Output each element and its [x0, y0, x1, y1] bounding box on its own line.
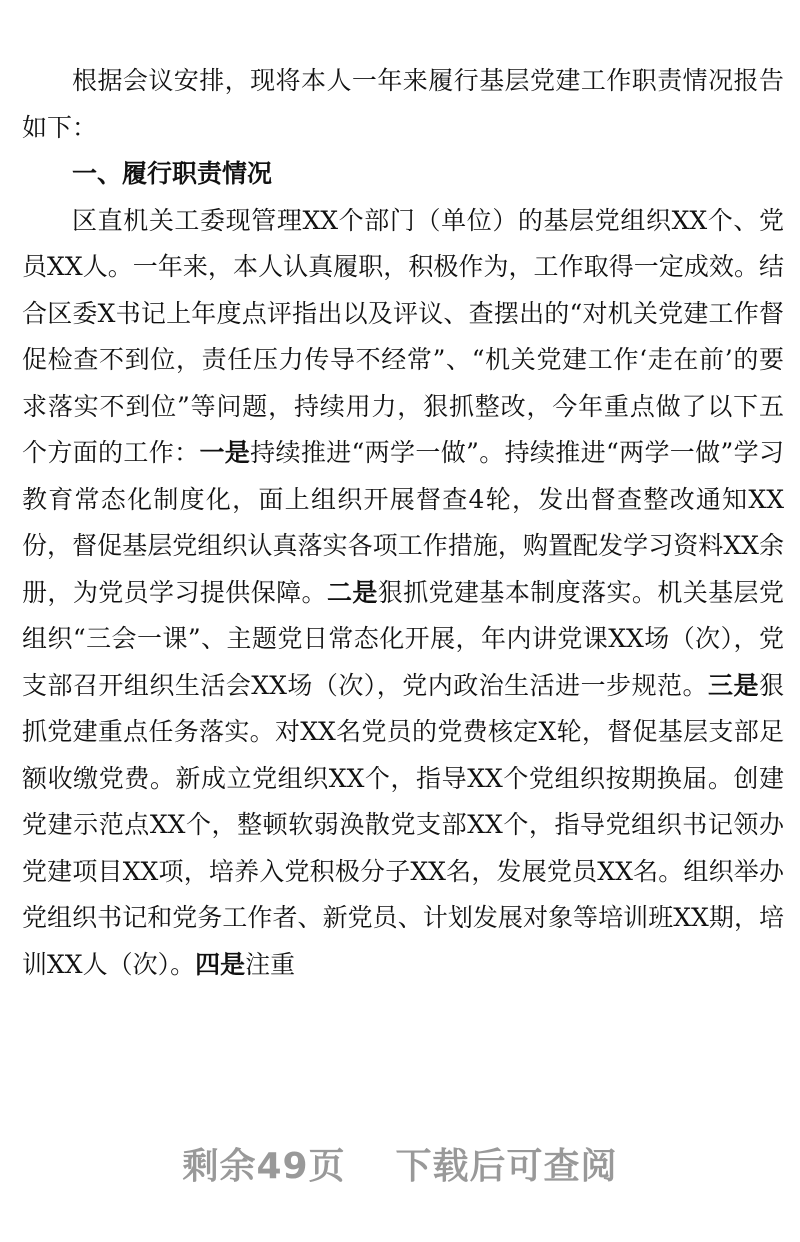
item-marker-2: 二是	[326, 577, 378, 607]
remaining-pages-label: 剩余49页	[182, 1146, 346, 1187]
paragraph-text: 持续推进“两学一做”。持续推进“两学一做”学习教育常态化制度化，面上组织开展督查4轮，发出督查整改通知XX份，督促基层党组织认真落实各项工作措施，购置配发学习资料XX余册，为党员学习提供保障。	[22, 438, 784, 607]
paragraph-text: 狠抓党建基本制度落实。机关基层党组织“三会一课”、主题党日常态化开展，年内讲党课XX场（次），党支部召开组织生活会XX场（次），党内政治生活进一步规范。	[22, 577, 784, 700]
paragraph-text: 区直机关工委现管理XX个部门（单位）的基层党组织XX个、党员XX人。一年来，本人认真履职，积极作为，工作取得一定成效。结合区委X书记上年度点评指出以及评议、查摆出的“对机关党建工作督促检查不到位，责任压力传导不经常”、“机关党建工作‘走在前’的要求落实不到位”等问题，持续用力，狠抓整改，今年重点做了以下五个方面的工作：	[22, 205, 784, 467]
download-to-view-label: 下载后可查阅	[395, 1146, 618, 1187]
paragraph-text: 狠抓党建重点任务落实。对XX名党员的党费核定X轮，督促基层支部足额收缴党费。新成立党组织XX个，指导XX个党组织按期换届。创建党建示范点XX个，整顿软弱涣散党支部XX个，指导党组织书记领办党建项目XX项，培养入党积极分子XX名，发展党员XX名。组织举办党组织书记和党务工作者、新党员、计划发展对象等培训班XX期，培训XX人（次）。	[22, 670, 784, 979]
item-marker-3: 三是	[708, 670, 759, 700]
intro-paragraph: 根据会议安排，现将本人一年来履行基层党建工作职责情况报告如下：	[22, 66, 784, 142]
section-heading: 一、履行职责情况	[72, 159, 273, 188]
item-marker-4: 四是	[195, 949, 246, 979]
item-marker-1: 一是	[199, 438, 251, 467]
document-body	[22, 58, 784, 988]
download-banner[interactable]	[0, 1138, 800, 1189]
duties-paragraph	[22, 198, 784, 989]
paragraph-text: 注重	[245, 949, 296, 979]
